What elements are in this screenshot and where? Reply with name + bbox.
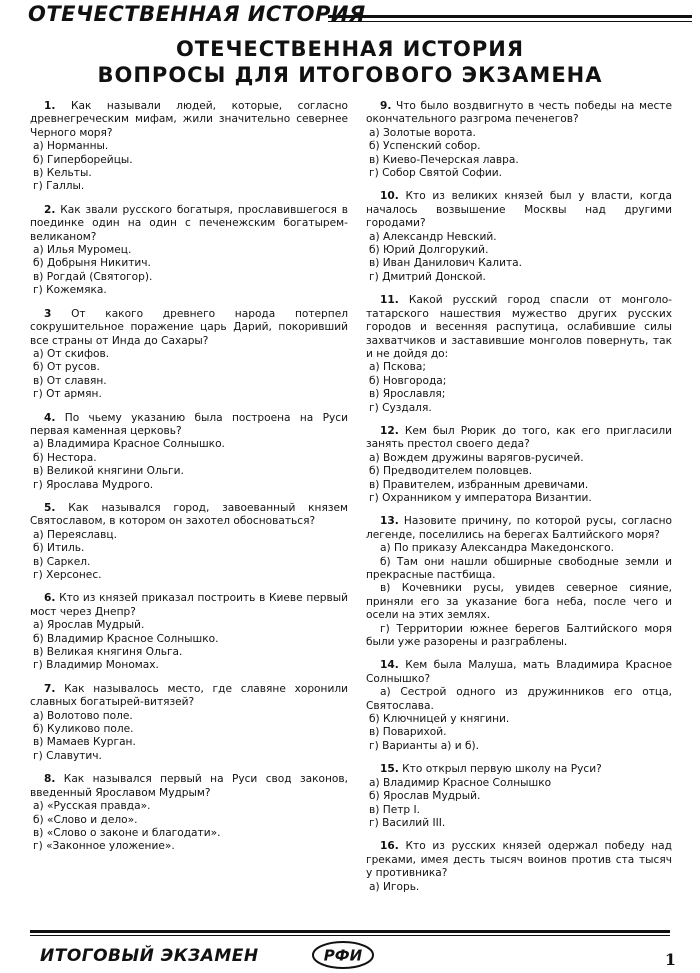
question-number: 12. bbox=[380, 424, 399, 437]
answer-option: б) Ярослав Мудрый. bbox=[369, 790, 481, 803]
question bbox=[366, 100, 672, 180]
question bbox=[30, 592, 348, 672]
answer-option: б) Новгорода; bbox=[369, 374, 447, 387]
answer-option: б) Успенский собор. bbox=[369, 140, 481, 153]
answer-option: б) Итиль. bbox=[33, 542, 85, 555]
answer-option: в) Кочевники русы, увидев северное сияние, приняли его за указание бога неба, после чего и осели на этих землях. bbox=[366, 582, 672, 622]
question-number: 11. bbox=[380, 294, 399, 307]
answer-option: а) Пскова; bbox=[369, 361, 426, 374]
question-text: Кто открыл первую школу на Руси? bbox=[402, 763, 602, 776]
question-text: Как звали русского богатыря, прославившегося в поединке один на один с печенежским богатырем-великаном? bbox=[30, 203, 348, 243]
answer-option: а) Александр Невский. bbox=[369, 230, 497, 243]
question bbox=[30, 412, 348, 492]
question-number: 7. bbox=[44, 682, 56, 695]
footer-exam-label: ИТОГОВЫЙ ЭКЗАМЕН bbox=[40, 946, 259, 966]
answer-option: в) Великая княгиня Ольга. bbox=[33, 646, 183, 659]
answer-option: б) От русов. bbox=[33, 361, 100, 374]
answer-option: г) Кожемяка. bbox=[33, 284, 107, 297]
question bbox=[30, 308, 348, 402]
answer-option: а) Золотые ворота. bbox=[369, 126, 476, 139]
answer-option: а) От скифов. bbox=[33, 347, 110, 360]
answer-option: г) Славутич. bbox=[33, 749, 102, 762]
answer-option: а) Вождем дружины варягов-русичей. bbox=[369, 451, 584, 464]
footer bbox=[28, 940, 688, 970]
answer-option: в) От славян. bbox=[33, 374, 107, 387]
answer-option: г) Херсонес. bbox=[33, 569, 102, 581]
question-number: 3 bbox=[44, 307, 52, 320]
question-number: 4. bbox=[44, 411, 56, 424]
question-text: Какой русский город спасли от монголо-татарского нашествия мужество других русских городов и весенняя распутица, ослабившие силы захватчиков и заставившие монголов повернуть, так и не дойдя до: bbox=[366, 294, 672, 360]
answer-option: б) Нестора. bbox=[33, 451, 97, 464]
right-column bbox=[366, 100, 672, 904]
question-text: Как называли людей, которые, согласно древнегреческим мифам, жили значительно севернее Черного моря? bbox=[30, 100, 348, 139]
footer-rule bbox=[30, 930, 670, 936]
left-column bbox=[30, 100, 348, 864]
answer-option: в) Саркел. bbox=[33, 555, 91, 568]
answer-option: б) Гиперборейцы. bbox=[33, 153, 133, 166]
question-text: Кем была Малуша, мать Владимира Красное Солнышко? bbox=[366, 659, 672, 685]
top-header bbox=[28, 2, 692, 28]
answer-option: а) «Русская правда». bbox=[33, 800, 151, 813]
question-number: 5. bbox=[44, 501, 56, 514]
answer-option: в) «Слово о законе и благодати». bbox=[33, 826, 221, 839]
question bbox=[366, 294, 672, 415]
answer-option: г) Василий III. bbox=[369, 816, 446, 829]
answer-option: в) Петр I. bbox=[369, 803, 420, 816]
question-text: Кто из русских князей одержал победу над греками, имея десть тысяч воинов против ста тысяч у противника? bbox=[366, 840, 672, 880]
question bbox=[366, 190, 672, 284]
question bbox=[30, 683, 348, 763]
question-number: 2. bbox=[44, 203, 56, 216]
question bbox=[366, 515, 672, 649]
question bbox=[30, 204, 348, 298]
answer-option: в) Киево-Печерская лавра. bbox=[369, 153, 519, 166]
rfi-logo-icon bbox=[310, 940, 376, 970]
answer-option: б) Владимир Красное Солнышко. bbox=[33, 632, 219, 645]
question-text: Кто из князей приказал построить в Киеве первый мост через Днепр? bbox=[30, 592, 348, 618]
question-number: 14. bbox=[380, 659, 399, 672]
question bbox=[366, 659, 672, 753]
answer-option: б) Куликово поле. bbox=[33, 723, 134, 736]
question-text: Кто из великих князей был у власти, когда началось возвышение Москвы над другими городами? bbox=[366, 190, 672, 230]
answer-option: в) Иван Данилович Калита. bbox=[369, 257, 522, 270]
top-header-title: ОТЕЧЕСТВЕННАЯ ИСТОРИЯ bbox=[28, 2, 366, 26]
answer-option: б) Ключницей у княгини. bbox=[369, 713, 510, 726]
question-number: 9. bbox=[380, 100, 392, 112]
answer-option: б) Юрий Долгорукий. bbox=[369, 244, 489, 257]
question-text: Как назывался первый на Руси свод законов, введенный Ярославом Мудрым? bbox=[30, 773, 348, 799]
question-number: 8. bbox=[44, 773, 56, 786]
answer-option: г) «Законное уложение». bbox=[33, 840, 175, 853]
answer-option: г) Собор Святой Софии. bbox=[369, 167, 503, 180]
answer-option: г) От армян. bbox=[33, 388, 102, 401]
answer-option: а) Илья Муромец. bbox=[33, 244, 132, 257]
answer-option: г) Дмитрий Донской. bbox=[369, 270, 486, 283]
question bbox=[30, 100, 348, 194]
question-number: 1. bbox=[44, 100, 56, 112]
question-number: 16. bbox=[380, 840, 399, 853]
question-text: Кем был Рюрик до того, как его пригласили занять престол своего деда? bbox=[366, 424, 672, 451]
answer-option: г) Суздаля. bbox=[369, 401, 432, 414]
answer-option: а) Волотово поле. bbox=[33, 709, 133, 722]
answer-option: г) Владимир Мономах. bbox=[33, 659, 159, 672]
answer-option: а) Норманны. bbox=[33, 140, 109, 153]
top-header-rule bbox=[328, 15, 692, 22]
question-text: Как называлось место, где славяне хоронили славных богатырей-витязей? bbox=[30, 682, 348, 709]
answer-option: г) Галлы. bbox=[33, 180, 85, 193]
page-title-line-2: ВОПРОСЫ ДЛЯ ИТОГОВОГО ЭКЗАМЕНА bbox=[97, 63, 603, 87]
page-title bbox=[0, 36, 700, 88]
answer-option: в) Великой княгини Ольги. bbox=[33, 465, 184, 478]
question-number: 6. bbox=[44, 592, 56, 605]
answer-option: в) Правителем, избранным древичами. bbox=[369, 478, 589, 491]
answer-option: а) Игорь. bbox=[369, 880, 420, 893]
question-number: 13. bbox=[380, 515, 399, 528]
answer-option: б) Добрыня Никитич. bbox=[33, 257, 151, 270]
question-number: 10. bbox=[380, 190, 399, 203]
answer-option: г) Охранником у императора Византии. bbox=[369, 491, 592, 504]
question bbox=[30, 773, 348, 853]
answer-option: г) Варианты а) и б). bbox=[369, 739, 480, 752]
answer-option: б) Предводителем половцев. bbox=[369, 465, 533, 478]
answer-option: в) Кельты. bbox=[33, 167, 92, 180]
answer-option: в) Мамаев Курган. bbox=[33, 736, 136, 749]
question-text: Назовите причину, по которой русы, согласно легенде, поселились на берегах Балтийского моря? bbox=[366, 515, 672, 541]
question bbox=[366, 840, 672, 894]
answer-option: б) «Слово и дело». bbox=[33, 813, 138, 826]
answer-option: в) Рогдай (Святогор). bbox=[33, 270, 153, 283]
answer-option: г) Ярослава Мудрого. bbox=[33, 478, 154, 491]
answer-option: а) Сестрой одного из дружинников его отца, Святослава. bbox=[366, 686, 672, 712]
question bbox=[366, 425, 672, 505]
question-number: 15. bbox=[380, 763, 399, 776]
page-title-line-1: ОТЕЧЕСТВЕННАЯ ИСТОРИЯ bbox=[175, 37, 525, 61]
question bbox=[30, 502, 348, 582]
answer-option: а) Владимира Красное Солнышко. bbox=[33, 438, 225, 451]
answer-option: б) Там они нашли обширные свободные земли и прекрасные пастбища. bbox=[366, 555, 672, 581]
answer-option: а) Ярослав Мудрый. bbox=[33, 619, 145, 632]
answer-option: в) Ярославля; bbox=[369, 388, 446, 401]
question-text: От какого древнего народа потерпел сокрушительное поражение царь Дарий, покоривший все страны от Инда до Сахары? bbox=[30, 307, 348, 347]
question bbox=[366, 763, 672, 830]
answer-option: г) Территории южнее берегов Балтийского моря были уже разорены и разграблены. bbox=[366, 622, 672, 649]
answer-option: а) Владимир Красное Солнышко bbox=[369, 776, 552, 789]
page-number: 1 bbox=[664, 950, 676, 969]
answer-option: а) Переяславц. bbox=[33, 528, 117, 541]
question-text: Что было воздвигнуто в честь победы на месте окончательного разгрома печенегов? bbox=[366, 100, 672, 126]
question-text: По чьему указанию была построена на Руси первая каменная церковь? bbox=[30, 411, 348, 437]
logo-text: РФИ bbox=[323, 946, 363, 965]
question-text: Как назывался город, завоеванный князем Святославом, в котором он захотел обосноваться? bbox=[30, 501, 348, 528]
answer-option: в) Поварихой. bbox=[369, 726, 447, 739]
answer-option: а) По приказу Александра Македонского. bbox=[380, 542, 614, 555]
